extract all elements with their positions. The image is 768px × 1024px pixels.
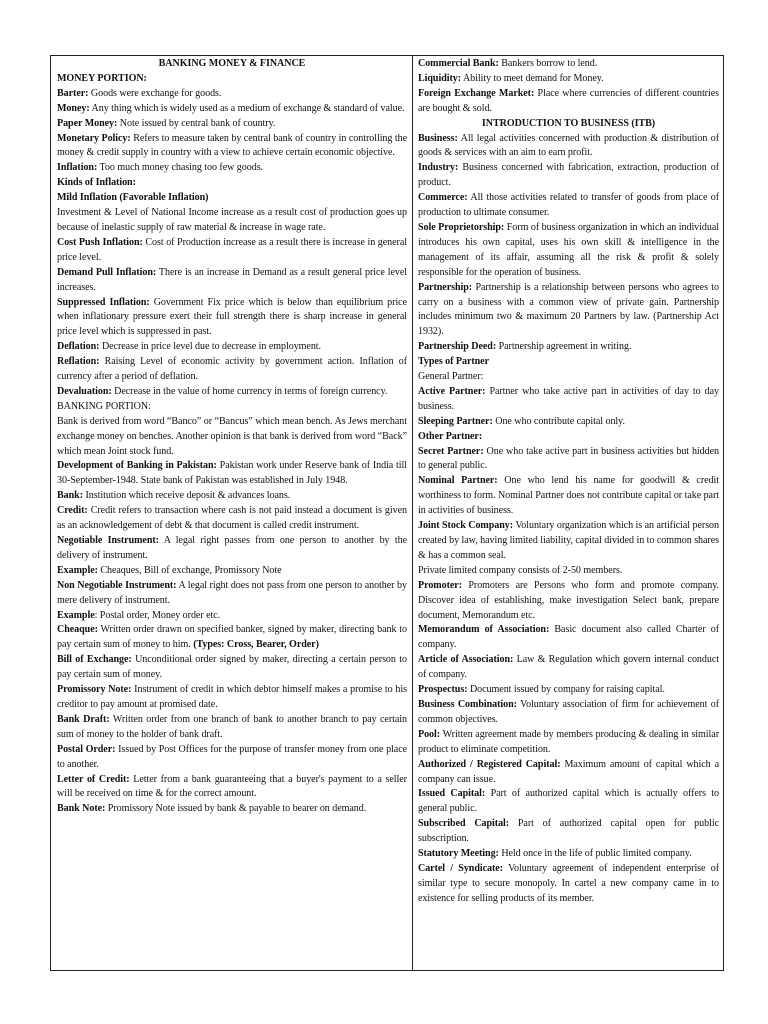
definition-entry [418,683,719,698]
definition: : Postal order, Money order etc. [94,609,221,621]
definition: Basic document also called Charter of company. [418,624,719,651]
term: Barter: [57,87,89,99]
term: Bank Draft: [57,713,110,725]
term: Suppressed Inflation: [57,296,150,308]
term: Issued Capital: [418,788,486,800]
definition: Instrument of credit in which debtor himself makes a promise to his creditor to pay amount at promised date. [57,684,407,710]
definition: Written order drawn on specified banker, signed by maker, directing bank to pay certain sum of money to him. [57,624,407,651]
definition: Goods were exchange for goods. [88,87,222,99]
definition: Pakistan work under Reserve bank of India till 30-September-1948. State bank of Pakistan was established in July 1948. [57,460,407,487]
term: Promissory Note: [57,684,132,696]
definition: Issued by Post Offices for the purpose of transfer money from one place to another. [57,743,407,770]
definition-entry [57,489,407,504]
term: Secret Partner: [418,445,484,457]
term: Paper Money: [57,117,118,129]
column-divider [412,56,413,970]
definition: Too much money chasing too few goods. [97,162,264,174]
section-heading: BANKING MONEY & FINANCE [158,58,306,69]
definition: Part of authorized capital which is actually offers to general public. [418,788,719,815]
definition: Document issued by company for raising capital. [467,684,665,696]
definition-entry [57,609,407,624]
definition-entry [418,862,719,907]
definition-entry [57,296,407,341]
subheading: Mild Inflation (Favorable Inflation) [57,192,209,204]
definition-entry [57,623,407,653]
term: Bank: [57,490,83,502]
term: Joint Stock Company: [418,520,514,532]
section-heading: BANKING PORTION: [57,400,151,412]
paragraph: Private limited company consists of 2-50 members. [418,564,623,576]
definition: Part of authorized capital open for public subscription. [418,818,719,845]
subheading: Other Partner: [418,430,483,442]
definition: One who contribute capital only. [492,415,625,427]
definition-entry [418,728,719,758]
definition-entry [57,579,407,609]
definition: Letter from a bank guaranteeing that a buyer's payment to a seller will be received on time & for the correct amount. [57,773,407,800]
term: Example [57,609,95,621]
definition: Promoters are Persons who form and promote company. Discover idea of establishing, make investigation Select bank, prepare document, Memorandum etc. [418,579,719,621]
definition-entry [418,340,719,355]
paragraph: General Partner: [418,371,484,383]
definition-entry [57,266,407,296]
term: Credit: [57,505,88,517]
definition: Written order from one branch of bank to another branch to pay certain sum of money to the holder of bank draft. [57,713,407,740]
term: Industry: [418,162,459,174]
term: Commerce: [418,192,468,204]
term: Liquidity: [418,72,462,84]
term: Cheaque: [57,624,98,636]
paragraph: Bank is derived from word “Banco” or “Bancus” which mean bench. As Jews merchant exchange money on benches. Another opinion is that bank is derived from word “Back” which mean Joint stock fund. [57,415,407,457]
definition: One who lend his name for goodwill & credit worthiness to form. Nominal Partner does not contribute capital or take part in activities of business. [418,475,719,517]
definition-entry [418,579,719,624]
definition: Bankers borrow to lend. [498,58,598,69]
term: Sole Proprietorship: [418,221,505,233]
paragraph: Investment & Level of National Income increase as a result cost of production goes up because of inelastic supply of raw material & increase in wage rate. [57,207,407,233]
definition: Form of business organization in which an individual introduces his own capital, uses his own skill & intelligence in the management of its affair, assuming all the risk & profit & solely responsible for the operation of business. [418,221,719,278]
definition: Raising Level of economic activity by government action. Inflation of currency after a period of deflation. [57,356,407,383]
term: Statutory Meeting: [418,848,499,860]
term: Sleeping Partner: [418,415,493,427]
definition: A legal right passes from one person to another by the delivery of instrument. [57,535,407,561]
definition-entry [57,773,407,803]
definition: Voluntary organization which is an artificial person created by law, having limited liability, capital divided in to common shares & has a common seal. [418,520,719,561]
definition-entry [418,191,719,221]
term: Example: [57,564,98,576]
term: Deflation: [57,341,100,353]
definition: All legal activities concerned with production & distribution of goods & services with an aim to earn profit. [418,132,719,159]
term: Foreign Exchange Market: [418,87,535,99]
term: Authorized / Registered Capital: [418,758,561,770]
term: Demand Pull Inflation: [57,266,157,278]
definition: Voluntary association of firm for achievement of common objectives. [418,698,719,725]
term: Business Combination: [418,698,517,710]
definition: Partner who take active part in activities of day to day business. [418,385,719,412]
definition-entry [57,504,407,534]
term: Bill of Exchange: [57,654,132,666]
term: Nominal Partner: [418,475,498,487]
term: Partnership Deed: [418,341,497,353]
definition: Law & Regulation which govern internal conduct of company. [418,654,719,681]
term: Devaluation: [57,385,112,397]
definition: Partnership is a relationship between persons who agrees to carry on a business with a common view of private gain. Partnership includes minimum two & maximum 20 Partners by law. (Partnership Act 1932). [418,281,719,338]
term: Commercial Bank: [418,58,499,69]
definition-entry [57,117,407,132]
term: Subscribed Capital: [418,818,510,830]
definition: Unconditional order signed by maker, directing a certain person to pay certain sum of money. [57,654,407,681]
definition: Written agreement made by members producing & dealing in similar product to eliminate competition. [418,728,719,755]
definition-entry [418,445,719,475]
notes-sheet [50,55,724,971]
definition-entry [57,355,407,385]
term: Letter of Credit: [57,773,130,785]
subheading: Types of Partner [418,356,489,368]
term: Monetary Policy: [57,132,131,144]
definition-entry [418,623,719,653]
definition: Institution which receive deposit & advances loans. [83,490,291,502]
definition: A legal right does not pass from one person to another by mere delivery of instrument. [57,579,407,606]
term: Cartel / Syndicate: [418,862,504,874]
term: Inflation: [57,162,98,174]
term: Non Negotiable Instrument: [57,579,177,591]
definition: Partnership agreement in writing. [496,341,632,353]
term: Bank Note: [57,803,106,815]
definition-entry [418,221,719,281]
term: Negotiable Instrument: [57,535,159,546]
definition: Decrease in price level due to decrease in employment. [99,341,322,353]
definition: All those activities related to transfer of goods from place of production to ultimate consumer. [418,192,719,219]
definition-entry [57,713,407,743]
definition-entry [418,57,719,72]
definition-entry [418,72,719,87]
definition-entry [418,281,719,341]
definition: Voluntary agreement of independent enterprise of similar type to secure monopoly. In cartel a new company came in to existence for selling products of its member. [418,862,719,904]
definition-entry [57,802,407,817]
definition-entry [418,758,719,788]
definition-entry [418,385,719,415]
definition: Refers to measure taken by central bank of country in controlling the money & credit supply in country with a view to achieve certain economic objective. [57,132,407,159]
definition: Note issued by central bank of country. [117,117,276,129]
definition: Ability to meet demand for Money. [461,72,604,84]
definition: Government Fix price which is below than equilibrium price when inflationary pressure exert their full strength there is sharp increase in general price level which is suppressed in past. [57,296,407,338]
definition-entry [57,653,407,683]
subheading: Kinds of Inflation: [57,177,136,189]
definition: Business concerned with fabrication, extraction, production of product. [418,162,719,189]
definition-entry [57,102,407,117]
definition: Credit refers to transaction where cash is not paid instead a document is given as an acknowledgement of debt & that document is called credit instrument. [57,505,407,532]
definition: There is an increase in Demand as a result general price level increases. [57,266,407,293]
term: Business: [418,132,458,144]
term: Memorandum of Association: [418,624,550,636]
definition: One who take active part in business activities but hidden to general public. [418,445,719,472]
term: Promoter: [418,579,462,591]
definition: Maximum amount of capital which a company can issue. [418,758,719,785]
definition: Place where currencies of different countries are bought & sold. [418,87,719,114]
definition-entry [57,459,407,489]
definition-entry [418,653,719,683]
definition: Cost of Production increase as a result there is increase in general price level. [57,236,407,263]
definition: Promissory Note issued by bank & payable to bearer on demand. [105,803,367,815]
term-note: (Types: Cross, Bearer, Order) [193,639,319,651]
definition-entry [57,683,407,713]
definition-entry [418,787,719,817]
term: Money: [57,102,90,114]
term: Postal Order: [57,743,116,755]
term: Partnership: [418,281,473,293]
definition-entry [57,340,407,355]
definition-entry [418,847,719,862]
definition-entry [418,519,719,564]
definition-entry [57,385,407,400]
term: Active Partner: [418,385,486,397]
term: Pool: [418,728,441,740]
definition-entry [418,698,719,728]
definition-entry [418,87,719,117]
section-heading: INTRODUCTION TO BUSINESS (ITB) [481,117,656,129]
term: Reflation: [57,356,100,368]
definition-entry [57,534,407,564]
definition-entry [418,132,719,162]
definition-entry [57,161,407,176]
term: Article of Association: [418,654,514,666]
definition-entry [57,236,407,266]
term: Prospectus: [418,684,468,696]
term: Development of Banking in Pakistan: [57,460,217,472]
definition-entry [418,817,719,847]
left-column [57,57,407,817]
subheading: MONEY PORTION: [57,72,147,84]
definition: Cheaques, Bill of exchange, Promissory Note [97,564,282,576]
definition-entry [418,474,719,519]
definition-entry [57,132,407,162]
definition-entry [57,87,407,102]
definition-entry [418,415,719,430]
definition-entry [418,161,719,191]
term: Cost Push Inflation: [57,236,143,248]
definition: Held once in the life of public limited company. [498,848,692,860]
definition-entry [57,743,407,773]
right-column [418,57,719,907]
definition: Any thing which is widely used as a medium of exchange & standard of value. [89,102,405,114]
definition-entry [57,564,407,579]
definition: Decrease in the value of home currency in terms of foreign currency. [111,385,388,397]
